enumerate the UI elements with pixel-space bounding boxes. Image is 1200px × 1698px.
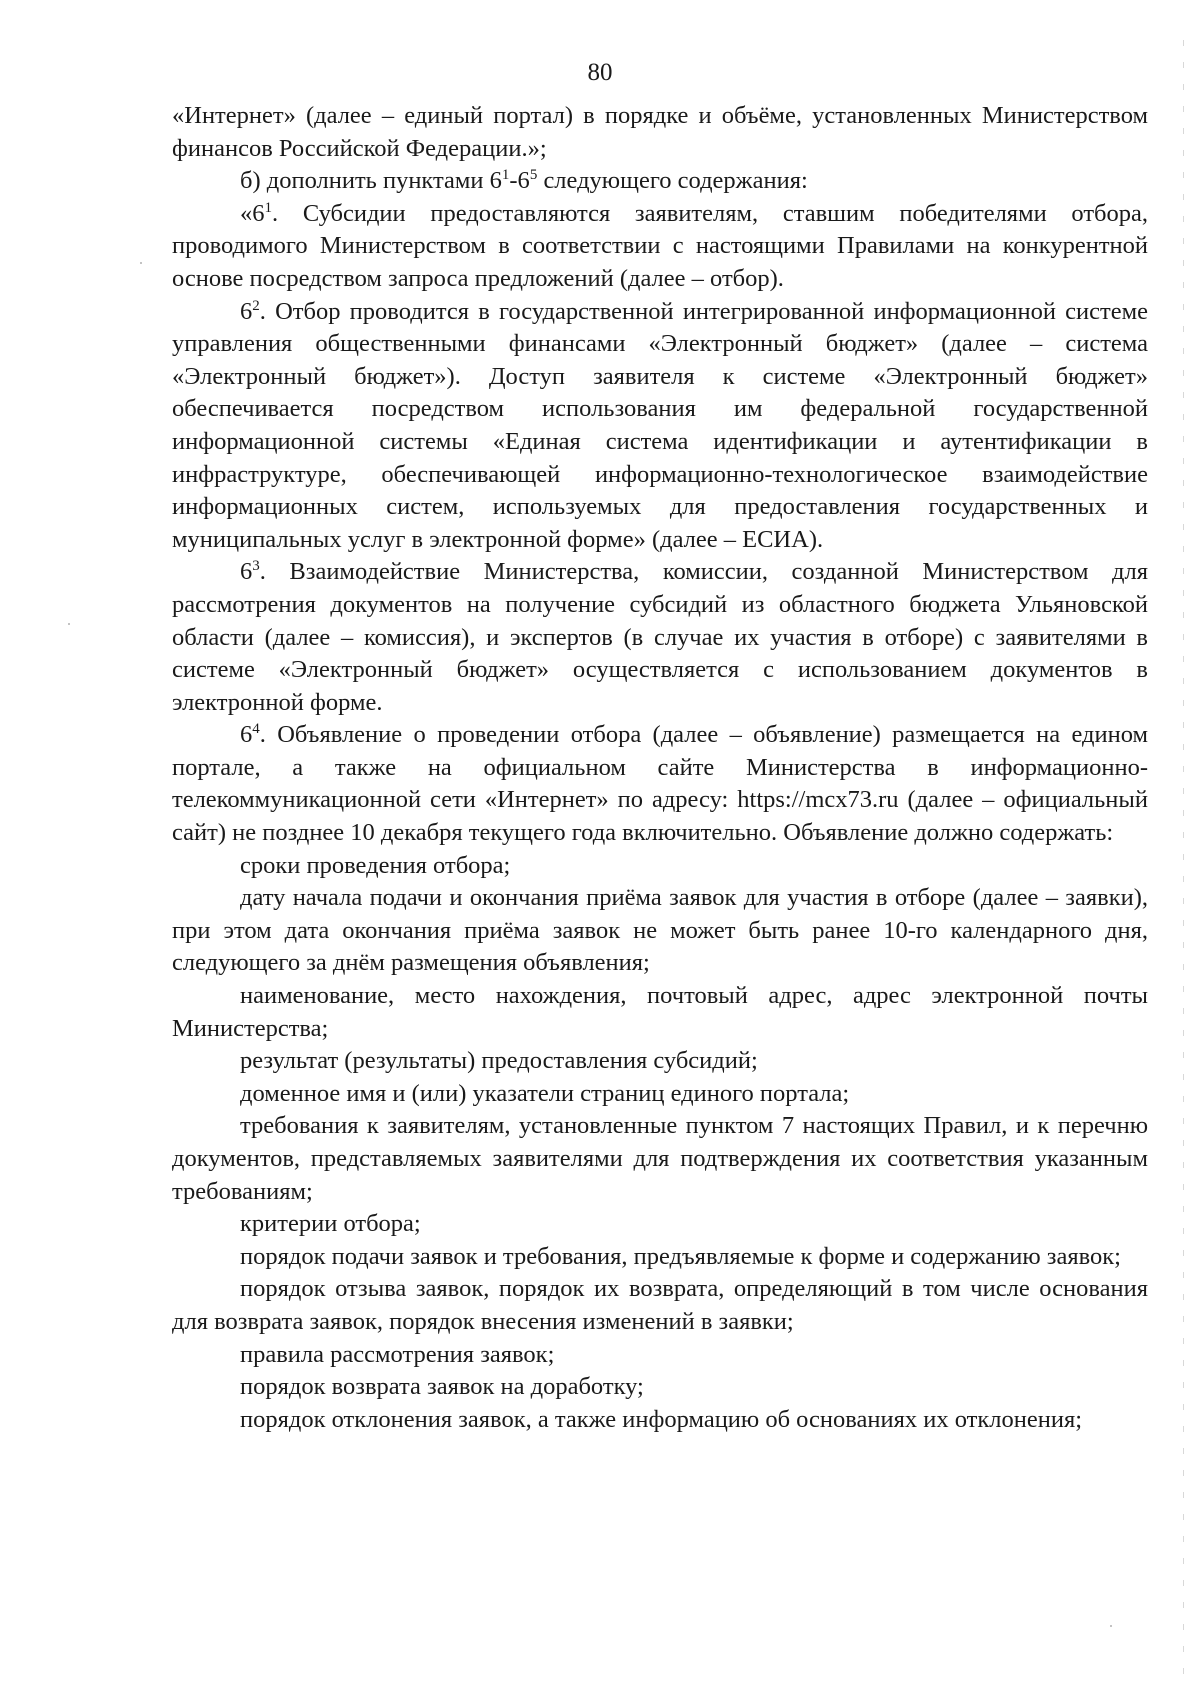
- list-item: дату начала подачи и окончания приёма заявок для участия в отборе (далее – заявки), при этом дата окончания приёма заявок не может быть ранее 10-го календарного дня, следующего за днём размещения объявления;: [172, 884, 1148, 977]
- superscript: 3: [252, 558, 260, 575]
- superscript: 2: [252, 297, 260, 314]
- paragraph-6-2: [172, 296, 1148, 557]
- list-item: правила рассмотрения заявок;: [240, 1340, 555, 1368]
- paragraph-6-1: [172, 198, 1148, 296]
- superscript: 1: [501, 167, 510, 184]
- document-body: [172, 100, 1148, 1436]
- list-item: сроки проведения отбора;: [240, 851, 511, 879]
- clause-number: 6: [240, 297, 253, 325]
- paragraph-continuation: «Интернет» (далее – единый портал) в порядке и объёме, установленных Министерством финансов Российской Федерации.»;: [172, 102, 1148, 162]
- amendment-b-text: б) дополнить пунктами 6: [240, 167, 502, 195]
- clause-text: . Объявление о проведении отбора (далее – объявление) размещается на едином портале, а также на официальном сайте Министерства в информационно-телекоммуникационной сети «Интернет» по адресу: https://mcx73.ru (далее – официальный сайт) не позднее 10 декабря текущего года включительно. Объявление должно содержать:: [172, 721, 1148, 847]
- superscript: 1: [264, 199, 272, 216]
- amendment-b-range: -6: [509, 167, 530, 195]
- superscript: 4: [252, 721, 260, 738]
- clause-text: . Отбор проводится в государственной интегрированной информационной системе управления общественными финансами «Электронный бюджет» (далее – система «Электронный бюджет»). Доступ заявителя к системе «Электронный бюджет» обеспечивается посредством использования им федеральной государственной информационной системы «Единая система идентификации и аутентификации в инфраструктуре, обеспечивающей информационно-технологическое взаимодействие информационных систем, используемых для предоставления государственных и муниципальных услуг в электронной форме» (далее – ЕСИА).: [172, 297, 1148, 553]
- list-item: доменное имя и (или) указатели страниц единого портала;: [240, 1079, 850, 1107]
- list-item: порядок отзыва заявок, порядок их возврата, определяющий в том числе основания для возврата заявок, порядок внесения изменений в заявки;: [172, 1275, 1148, 1335]
- scan-speck: [1110, 1625, 1112, 1627]
- paragraph-6-4: [172, 719, 1148, 849]
- page-number: 80: [587, 59, 613, 86]
- list-item: наименование, место нахождения, почтовый адрес, адрес электронной почты Министерства;: [172, 982, 1148, 1042]
- clause-text: . Взаимодействие Министерства, комиссии, созданной Министерством для рассмотрения документов на получение субсидий из областного бюджета Ульяновской области (далее – комиссия), и экспертов (в случае их участия в отборе) с заявителями в системе «Электронный бюджет» осуществляется с использованием документов в электронной форме.: [172, 558, 1148, 716]
- amendment-b-tail: следующего содержания:: [537, 167, 808, 195]
- clause-number: 6: [240, 558, 253, 586]
- clause-number: «6: [240, 199, 265, 227]
- paragraph-amendment-b: [172, 165, 1148, 198]
- scan-speck: [68, 623, 70, 625]
- list-item: критерии отбора;: [240, 1210, 421, 1238]
- list-item: порядок подачи заявок и требования, предъявляемые к форме и содержанию заявок;: [240, 1242, 1121, 1270]
- scan-speck: [140, 262, 142, 264]
- list-item: требования к заявителям, установленные пунктом 7 настоящих Правил, и к перечню документов, представляемых заявителями для подтверждения их соответствия указанным требованиям;: [172, 1112, 1148, 1205]
- clause-number: 6: [240, 721, 253, 749]
- superscript: 5: [529, 167, 538, 184]
- list-item: результат (результаты) предоставления субсидий;: [240, 1047, 758, 1075]
- list-item: порядок возврата заявок на доработку;: [240, 1373, 644, 1401]
- paragraph-6-3: [172, 556, 1148, 719]
- scan-margin-artifact: [1183, 40, 1184, 1680]
- clause-text: . Субсидии предоставляются заявителям, ставшим победителями отбора, проводимого Министерством в соответствии с настоящими Правилами на конкурентной основе посредством запроса предложений (далее – отбор).: [172, 199, 1148, 292]
- list-item: порядок отклонения заявок, а также информацию об основаниях их отклонения;: [240, 1405, 1083, 1433]
